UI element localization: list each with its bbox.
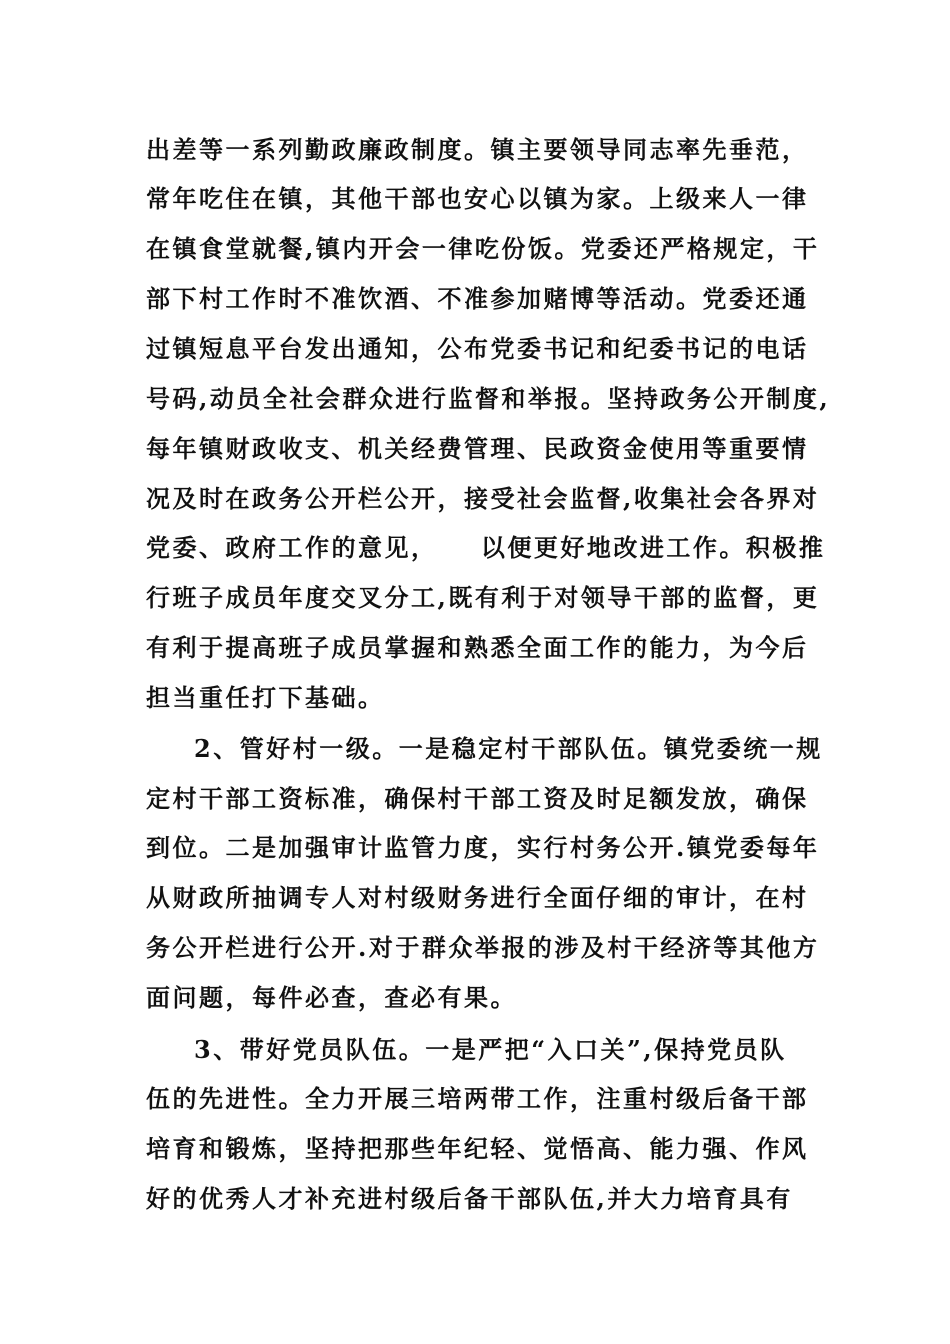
paragraph-2-heading-line: 2、管好村一级。一是稳定村干部队伍。镇党委统一规 xyxy=(194,734,823,763)
text-line: 常年吃住在镇，其他干部也安心以镇为家。上级来人一律 xyxy=(146,184,809,213)
text-line: 每年镇财政收支、机关经费管理、民政资金使用等重要情 xyxy=(146,434,809,463)
text-line: 行班子成员年度交叉分工,既有利于对领导干部的监督，更 xyxy=(146,583,820,612)
text-line: 定村干部工资标准，确保村干部工资及时足额发放，确保 xyxy=(146,784,809,813)
text-line: 伍的先进性。全力开展三培两带工作，注重村级后备干部 xyxy=(146,1084,809,1113)
text-line: 好的优秀人才补充进村级后备干部队伍,并大力培育具有 xyxy=(146,1184,793,1213)
text-line: 况及时在政务公开栏公开，接受社会监督,收集社会各界对 xyxy=(146,484,820,513)
text-line: 部下村工作时不准饮酒、不准参加赌博等活动。党委还通 xyxy=(146,284,809,313)
text-line: 务公开栏进行公开.对于群众举报的涉及村干经济等其他方 xyxy=(146,933,820,962)
text-line: 到位。二是加强审计监管力度，实行村务公开.镇党委每年 xyxy=(146,833,820,862)
text-line: 过镇短息平台发出通知，公布党委书记和纪委书记的电话 xyxy=(146,334,809,363)
text-line: 面问题，每件必查，查必有果。 xyxy=(146,983,517,1012)
text-line: 担当重任打下基础。 xyxy=(146,683,385,712)
text-line: 号码,动员全社会群众进行监督和举报。坚持政务公开制度, xyxy=(146,384,831,413)
text-line: 有利于提高班子成员掌握和熟悉全面工作的能力，为今后 xyxy=(146,633,809,662)
text-line: 培育和锻炼，坚持把那些年纪轻、觉悟高、能力强、作风 xyxy=(146,1134,809,1163)
text-line: 出差等一系列勤政廉政制度。镇主要领导同志率先垂范， xyxy=(146,135,809,164)
text-line: 在镇食堂就餐,镇内开会一律吃份饭。党委还严格规定，干 xyxy=(146,234,820,263)
text-line: 党委、政府工作的意见， 以便更好地改进工作。积极推 xyxy=(146,533,826,562)
text-line: 从财政所抽调专人对村级财务进行全面仔细的审计，在村 xyxy=(146,883,809,912)
paragraph-3-heading-line: 3、带好党员队伍。一是严把“入口关”,保持党员队 xyxy=(194,1035,787,1064)
